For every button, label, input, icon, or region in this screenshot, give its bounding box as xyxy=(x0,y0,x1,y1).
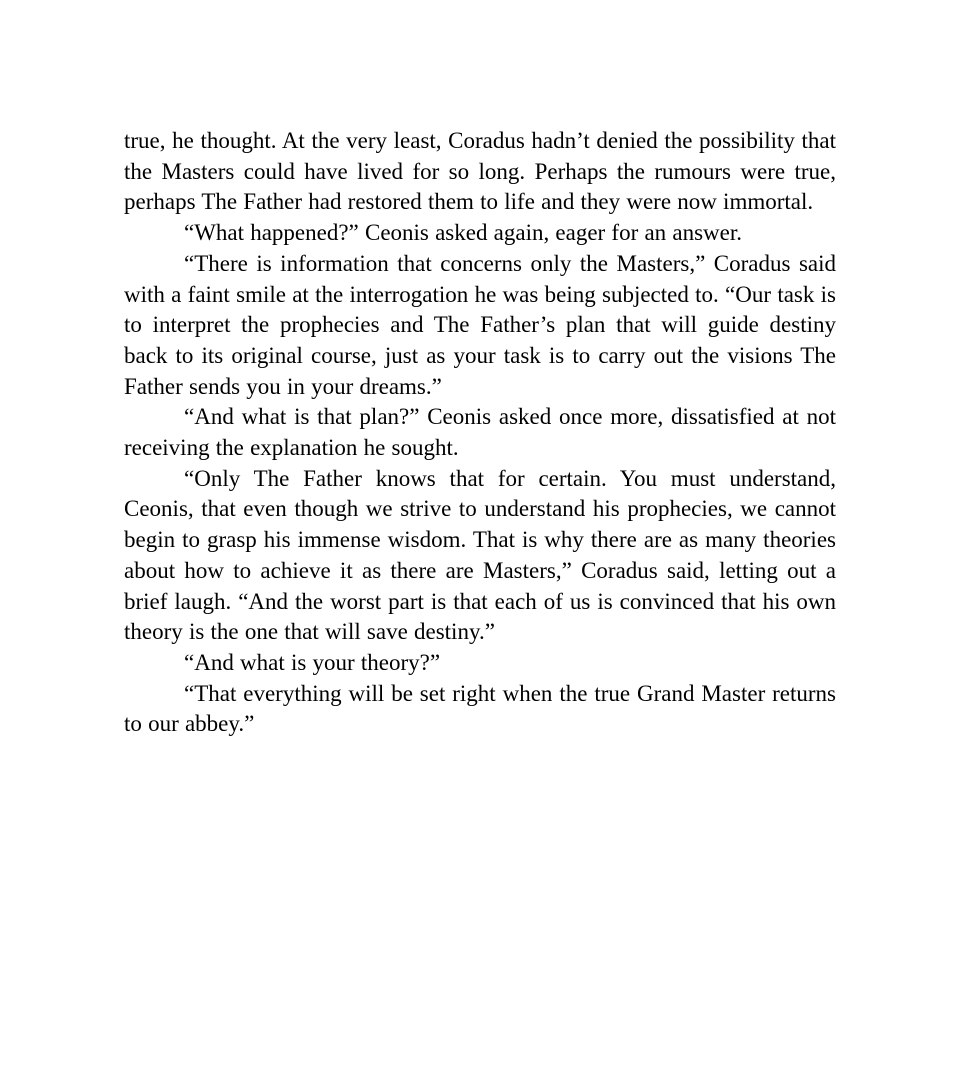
paragraph-dialogue-2: “There is information that concerns only the Masters,” Coradus said with a faint smile at the interrogation he was being subjected to. “Our task is to interpret the prophecies and The Father’s plan that will guide destiny back to its original course, just as your task is to carry out the visions The Father sends you in your dreams.” xyxy=(124,250,836,399)
paragraph-dialogue-1: “What happened?” Ceonis asked again, eager for an answer. xyxy=(184,220,742,246)
paragraph-dialogue-6: “That everything will be set right when the true Grand Master returns to our abbey.” xyxy=(124,680,836,737)
paragraph-dialogue-5: “And what is your theory?” xyxy=(184,649,441,675)
paragraph-dialogue-3: “And what is that plan?” Ceonis asked once more, dissatisfied at not receiving the explanation he sought. xyxy=(124,404,836,461)
page-text-block xyxy=(124,126,836,740)
paragraph-dialogue-4: “Only The Father knows that for certain. You must understand, Ceonis, that even though we strive to understand his prophecies, we cannot begin to grasp his immense wisdom. That is why there are as many theories about how to achieve it as there are Masters,” Coradus said, letting out a brief laugh. “And the worst part is that each of us is convinced that his own theory is the one that will save destiny.” xyxy=(124,465,836,645)
paragraph-continuation: true, he thought. At the very least, Coradus hadn’t denied the possibility that the Masters could have lived for so long. Perhaps the rumours were true, perhaps The Father had restored them to life and they were now immortal. xyxy=(124,128,836,215)
